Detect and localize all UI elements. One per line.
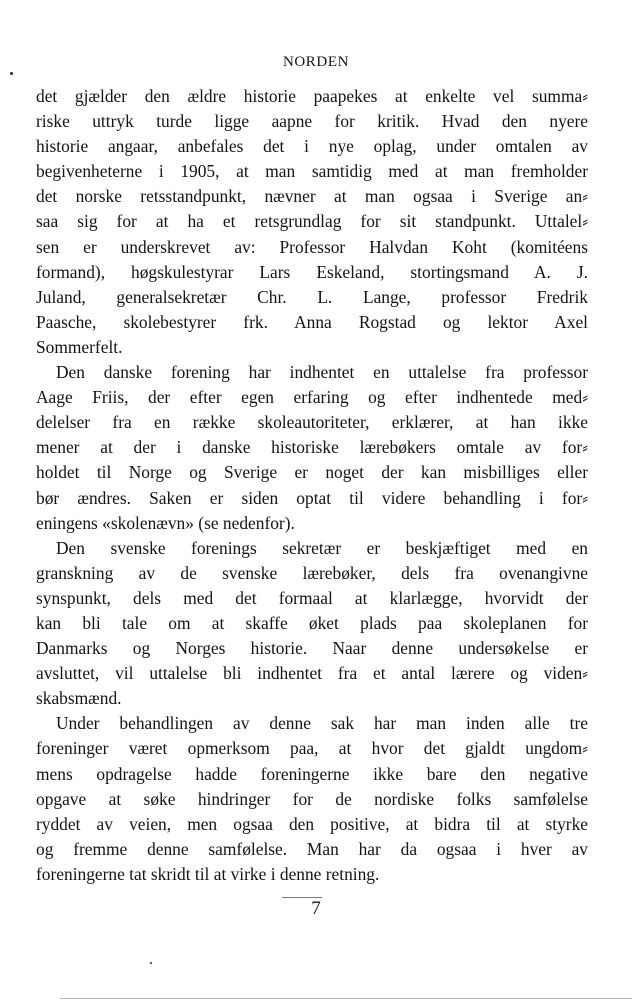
text-line: skabsmænd. bbox=[36, 688, 122, 709]
text-line: formand), høgskulestyrar Lars Eskeland, stortingsmand A. J. bbox=[36, 261, 588, 282]
text-line: opgave at søke hindringer for de nordiske folks samfølelse bbox=[36, 788, 588, 809]
text-line: Juland, generalsekretær Chr. L. Lange, professor Fredrik bbox=[36, 286, 588, 307]
text-line: avsluttet, vil uttalelse bli indhentet fra et antal lærere og viden⸗ bbox=[36, 663, 588, 684]
body-text bbox=[36, 84, 588, 887]
text-line: mener at der i danske historiske lærebøkers omtale av for⸗ bbox=[36, 437, 588, 458]
paragraph bbox=[36, 536, 588, 712]
paper-speck bbox=[10, 72, 13, 75]
text-line: Den danske forening har indhentet en uttalelse fra professor bbox=[56, 362, 588, 383]
text-line: mens opdragelse hadde foreningerne ikke bare den negative bbox=[36, 763, 588, 784]
text-line: begivenheterne i 1905, at man samtidig med at man fremholder bbox=[36, 161, 588, 182]
text-line: Aage Friis, der efter egen erfaring og efter indhentede med⸗ bbox=[36, 387, 588, 408]
page-number: 7 bbox=[311, 898, 321, 919]
text-line: riske uttryk turde ligge aapne for kritik. Hvad den nyere bbox=[36, 111, 588, 132]
paper-speck bbox=[150, 962, 152, 964]
text-line: saa sig for at ha et retsgrundlag for sit standpunkt. Uttalel⸗ bbox=[36, 211, 588, 232]
text-line: bør ændres. Saken er siden optat til videre behandling i for⸗ bbox=[36, 487, 588, 508]
page-bottom-rule bbox=[60, 998, 632, 999]
text-line: Den svenske forenings sekretær er beskjæftiget med en bbox=[56, 537, 588, 558]
text-line: delelser fra en række skoleautoriteter, erklærer, at han ikke bbox=[36, 412, 588, 433]
text-line: synspunkt, dels med det formaal at klarlægge, hvorvidt der bbox=[36, 587, 588, 608]
text-line: granskning av de svenske lærebøker, dels fra ovenangivne bbox=[36, 562, 588, 583]
text-line: det gjælder den ældre historie paapekes at enkelte vel summa⸗ bbox=[36, 86, 588, 106]
text-line: kan bli tale om at skaffe øket plads paa skoleplanen for bbox=[36, 612, 588, 633]
text-line: det norske retsstandpunkt, nævner at man ogsaa i Sverige an⸗ bbox=[36, 186, 588, 207]
text-line: historie angaar, anbefales det i nye oplag, under omtalen av bbox=[36, 136, 588, 157]
text-line: foreninger været opmerksom paa, at hvor det gjaldt ungdom⸗ bbox=[36, 738, 588, 759]
text-line: Danmarks og Norges historie. Naar denne undersøkelse er bbox=[36, 638, 588, 659]
running-head: NORDEN bbox=[282, 54, 350, 70]
text-line: og fremme denne samfølelse. Man har da ogsaa i hver av bbox=[36, 838, 588, 859]
paragraph bbox=[36, 84, 588, 360]
text-line: Paasche, skolebestyrer frk. Anna Rogstad og lektor Axel bbox=[36, 311, 588, 332]
paragraph bbox=[36, 360, 588, 536]
text-line: Sommerfelt. bbox=[36, 336, 123, 357]
text-line: foreningerne tat skridt til at virke i denne retning. bbox=[36, 863, 380, 884]
text-line: holdet til Norge og Sverige er noget der kan misbilliges eller bbox=[36, 462, 588, 483]
text-line: eningens «skolenævn» (se nedenfor). bbox=[36, 512, 295, 533]
paragraph bbox=[36, 711, 588, 887]
text-line: ryddet av veien, men ogsaa den positive, at bidra til at styrke bbox=[36, 813, 588, 834]
text-line: sen er underskrevet av: Professor Halvdan Koht (komitéens bbox=[36, 236, 588, 257]
text-line: Under behandlingen av denne sak har man inden alle tre bbox=[56, 713, 588, 734]
